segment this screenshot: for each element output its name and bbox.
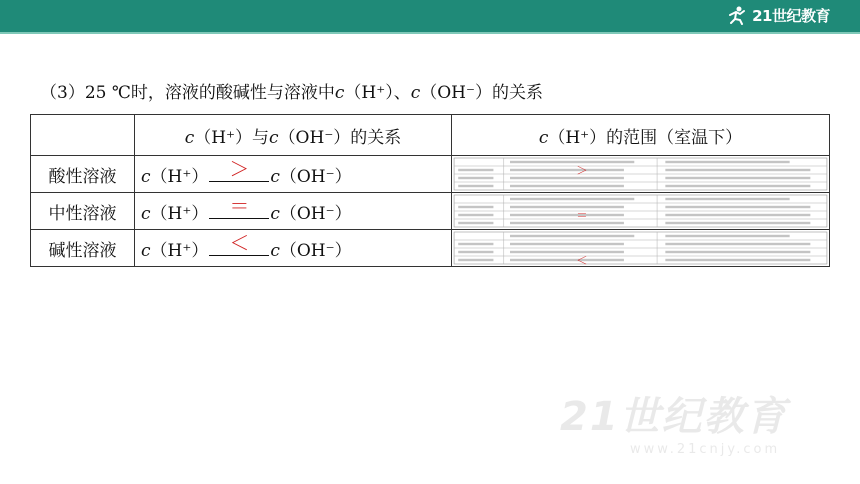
relation-h: （H⁺） xyxy=(150,240,209,261)
relation-cell xyxy=(135,156,452,193)
relation-c-oh: c xyxy=(270,166,280,187)
relation-c: c xyxy=(141,203,151,224)
header-range-c: c xyxy=(538,127,549,148)
row-label: 碱性溶液 xyxy=(31,230,135,267)
relation-oh: （OH⁻） xyxy=(279,240,352,261)
range-cell xyxy=(452,156,830,193)
mini-table-image xyxy=(452,193,829,229)
relation-cell xyxy=(135,230,452,267)
relation-oh: （OH⁻） xyxy=(279,203,352,224)
runner-logo-icon xyxy=(726,5,748,25)
header-relation-b: （OH⁻）的关系 xyxy=(278,127,402,148)
relation-c: c xyxy=(141,240,151,261)
range-cell xyxy=(452,230,830,267)
question-heading xyxy=(40,78,543,103)
watermark-main: 21世纪教育 xyxy=(560,394,788,440)
relation-c-oh: c xyxy=(270,203,280,224)
range-cell xyxy=(452,193,830,230)
header-empty-cell xyxy=(31,115,135,156)
relation-h: （H⁺） xyxy=(150,203,209,224)
heading-c1: c xyxy=(334,83,345,103)
header-relation xyxy=(135,115,452,156)
table-row xyxy=(31,193,830,230)
answer-blank xyxy=(209,156,269,182)
mini-answer-mark: ＝ xyxy=(576,209,588,222)
relation-cell xyxy=(135,193,452,230)
header-relation-a: （H⁺）与 xyxy=(194,127,270,148)
row-label: 酸性溶液 xyxy=(31,156,135,193)
heading-mid: （H⁺）、 xyxy=(344,83,411,103)
header-relation-c: c xyxy=(184,127,195,148)
answer-mark: ＞ xyxy=(229,156,250,181)
table-header-row xyxy=(31,115,830,156)
relation-h: （H⁺） xyxy=(150,166,209,187)
mini-answer-mark: ＜ xyxy=(576,254,588,266)
heading-prefix: （3）25 ℃时，溶液的酸碱性与溶液中 xyxy=(40,83,335,103)
watermark xyxy=(560,385,788,457)
header-divider xyxy=(0,32,860,34)
logo-text: 21世纪教育 xyxy=(752,6,830,25)
relation-oh: （OH⁻） xyxy=(279,166,352,187)
brand-logo xyxy=(726,3,830,27)
header-range-b: （H⁺）的范围（室温下） xyxy=(548,127,743,148)
answer-blank xyxy=(209,230,269,256)
answer-mark: ＝ xyxy=(229,193,250,218)
answer-mark: ＜ xyxy=(229,230,250,255)
table-row xyxy=(31,156,830,193)
answer-blank xyxy=(209,193,269,219)
relation-c-oh: c xyxy=(270,240,280,261)
mini-table-image xyxy=(452,156,829,192)
top-bar xyxy=(0,0,860,32)
header-range xyxy=(452,115,830,156)
row-label: 中性溶液 xyxy=(31,193,135,230)
mini-table-image xyxy=(452,230,829,266)
heading-suffix: （OH⁻）的关系 xyxy=(420,83,543,103)
watermark-sub: www.21cnjy.com xyxy=(630,442,781,457)
heading-c2: c xyxy=(410,83,421,103)
header-relation-c2: c xyxy=(269,127,279,148)
mini-answer-mark: ＞ xyxy=(576,164,588,177)
acidity-table xyxy=(30,114,830,267)
relation-c: c xyxy=(141,166,151,187)
table-row xyxy=(31,230,830,267)
